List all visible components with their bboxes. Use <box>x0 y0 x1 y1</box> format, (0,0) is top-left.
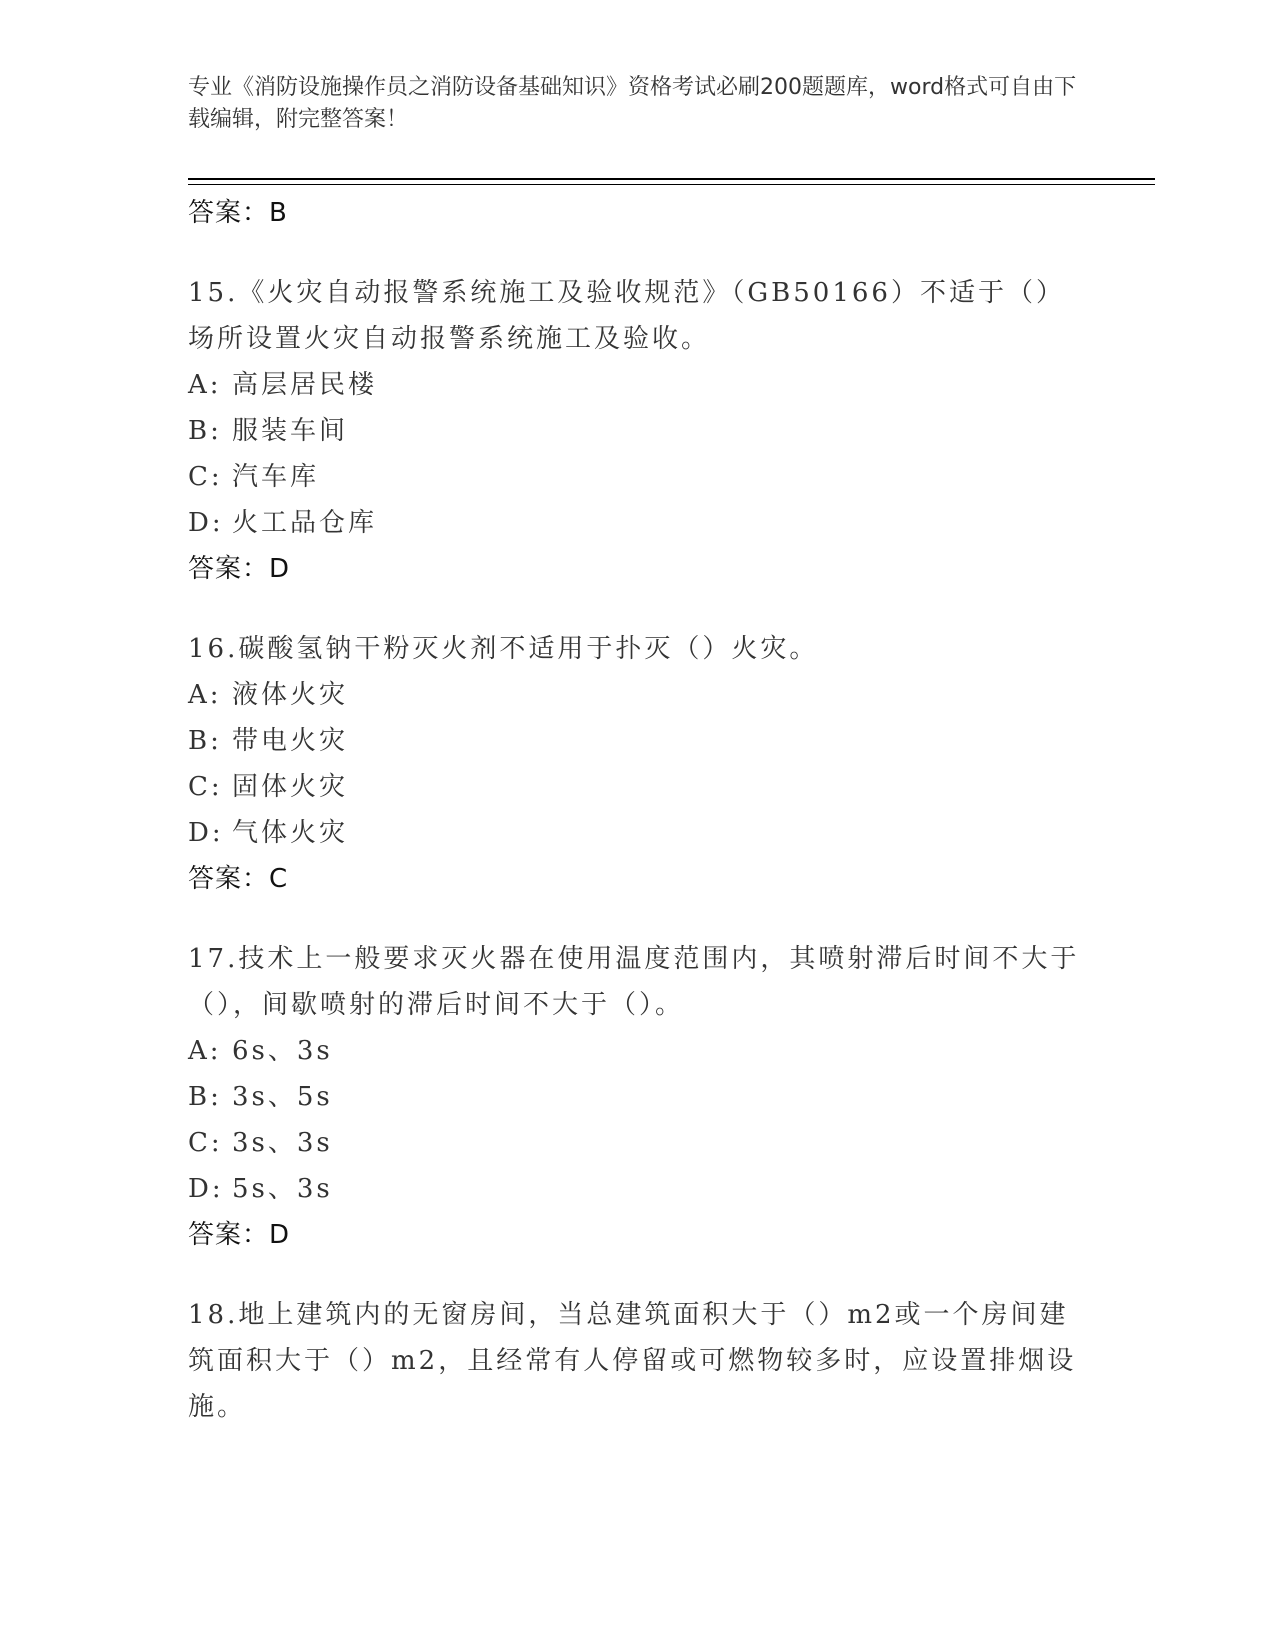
answer-label: 答案： <box>188 198 270 228</box>
question-18 <box>188 1292 1088 1430</box>
option-d <box>188 500 1088 546</box>
question-text: 地上建筑内的无窗房间，当总建筑面积大于（）m2或一个房间建筑面积大于（）m2，且经常有人停留或可燃物较多时，应设置排烟设施。 <box>188 1300 1077 1422</box>
option-text: 3s、5s <box>232 1082 333 1112</box>
option-d <box>188 1166 1088 1212</box>
question-15 <box>188 270 1088 592</box>
answer-line <box>188 856 1088 902</box>
question-stem <box>188 936 1088 1028</box>
option-c <box>188 1120 1088 1166</box>
header-title: 专业《消防设施操作员之消防设备基础知识》资格考试必刷200题题库，word格式可自由下载编辑，附完整答案！ <box>188 75 1077 132</box>
question-list <box>188 190 1088 1430</box>
question-number: 16. <box>188 634 239 664</box>
question-16 <box>188 626 1088 902</box>
option-key: B: <box>188 416 222 446</box>
option-text: 液体火灾 <box>232 680 349 710</box>
question-text: 技术上一般要求灭火器在使用温度范围内，其喷射滞后时间不大于（），间歇喷射的滞后时间不大于（）。 <box>188 944 1080 1020</box>
option-key: D: <box>188 1174 224 1204</box>
question-stem <box>188 626 1088 672</box>
header-divider-thick <box>188 178 1155 180</box>
option-text: 服装车间 <box>232 416 349 446</box>
answer-value: D <box>269 1220 291 1250</box>
option-a <box>188 362 1088 408</box>
question-number: 17. <box>188 944 239 974</box>
option-text: 带电火灾 <box>232 726 349 756</box>
option-text: 3s、3s <box>232 1128 333 1158</box>
option-b <box>188 718 1088 764</box>
option-key: B: <box>188 726 222 756</box>
answer-value: D <box>269 554 291 584</box>
option-d <box>188 810 1088 856</box>
question-text: 《火灾自动报警系统施工及验收规范》（GB50166）不适于（）场所设置火灾自动报警系统施工及验收。 <box>188 278 1065 354</box>
option-key: C: <box>188 772 223 802</box>
question-number: 18. <box>188 1300 239 1330</box>
answer-line <box>188 546 1088 592</box>
answer-label: 答案： <box>188 554 270 584</box>
option-text: 高层居民楼 <box>232 370 378 400</box>
header-divider-thin <box>188 184 1155 185</box>
option-text: 汽车库 <box>232 462 320 492</box>
option-c <box>188 764 1088 810</box>
option-c <box>188 454 1088 500</box>
option-text: 固体火灾 <box>232 772 349 802</box>
option-a <box>188 672 1088 718</box>
option-text: 火工品仓库 <box>232 508 378 538</box>
answer-line <box>188 190 1088 236</box>
answer-value: B <box>269 198 288 228</box>
option-key: A: <box>188 1036 222 1066</box>
option-text: 5s、3s <box>232 1174 333 1204</box>
answer-line <box>188 1212 1088 1258</box>
option-b <box>188 408 1088 454</box>
option-key: D: <box>188 508 224 538</box>
option-text: 6s、3s <box>232 1036 333 1066</box>
option-key: B: <box>188 1082 222 1112</box>
question-text: 碳酸氢钠干粉灭火剂不适用于扑灭（）火灾。 <box>238 634 819 664</box>
document-header <box>188 72 1088 136</box>
question-stem <box>188 270 1088 362</box>
question-number: 15. <box>188 278 239 308</box>
option-key: C: <box>188 462 223 492</box>
option-key: C: <box>188 1128 223 1158</box>
question-stem <box>188 1292 1088 1430</box>
question-17 <box>188 936 1088 1258</box>
option-a <box>188 1028 1088 1074</box>
answer-value: C <box>269 864 289 894</box>
option-key: A: <box>188 370 222 400</box>
answer-label: 答案： <box>188 864 270 894</box>
option-key: A: <box>188 680 222 710</box>
answer-label: 答案： <box>188 1220 270 1250</box>
option-b <box>188 1074 1088 1120</box>
option-key: D: <box>188 818 224 848</box>
option-text: 气体火灾 <box>232 818 349 848</box>
